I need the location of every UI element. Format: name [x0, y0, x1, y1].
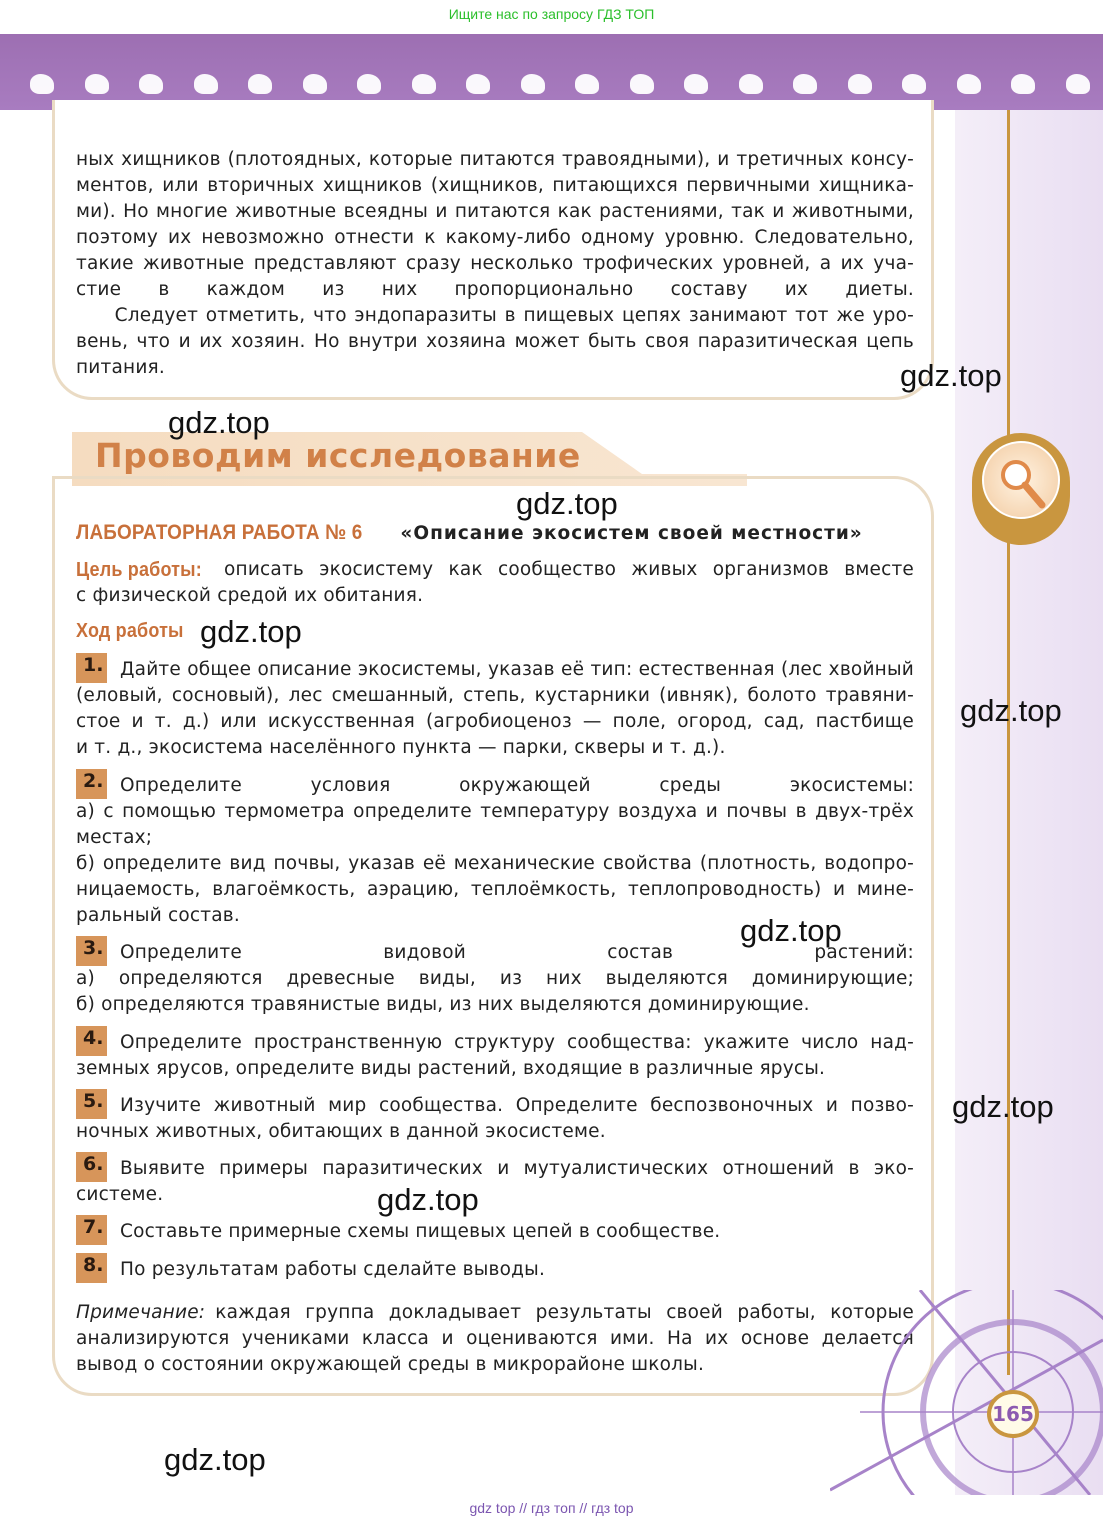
watermark: gdz.top	[740, 913, 842, 948]
text-line: б) определите вид почвы, указав её механические свойства (плотность, водопро-	[76, 853, 914, 874]
step-item	[76, 1219, 914, 1245]
watermark: gdz.top	[377, 1182, 479, 1217]
lab-title: «Описание экосистем своей местности»	[400, 523, 863, 544]
search-banner[interactable]: Ищите нас по запросу ГДЗ ТОП	[448, 6, 655, 22]
text-line: Выявите примеры паразитических и мутуалистических отношений в эко-	[120, 1158, 914, 1179]
text-line: анализируются учениками класса и оцениваются ими. На их основе делается	[76, 1328, 914, 1349]
text-line: с физической средой их обитания.	[76, 585, 424, 606]
step-item	[76, 1257, 914, 1283]
animal-silhouette-icon	[575, 74, 599, 94]
step-number-badge: 4.	[76, 1026, 107, 1056]
watermark: gdz.top	[164, 1442, 266, 1477]
margin-strip	[955, 110, 1103, 1495]
intro-text	[76, 147, 914, 381]
steps-label: Ход работы	[76, 620, 184, 642]
watermark: gdz.top	[516, 486, 618, 521]
margin-line	[1007, 110, 1010, 1375]
animal-silhouette-icon	[412, 74, 436, 94]
animal-silhouette-icon	[739, 74, 763, 94]
text-line: стие в каждом из них пропорционально составу их диеты.	[76, 279, 914, 300]
footer-links[interactable]: gdz top // гдз топ // гдз top	[469, 1500, 634, 1516]
text-line: земных ярусов, определите виды растений, входящие в различные ярусы.	[76, 1058, 826, 1079]
step-number-badge: 8.	[76, 1253, 107, 1283]
animal-silhouette-icon	[194, 74, 218, 94]
compass-decoration	[830, 1290, 1103, 1495]
text-line: и т. д., экосистема населённого пункта — парки, скверы и т. д.).	[76, 737, 726, 758]
step-number-badge: 7.	[76, 1215, 107, 1245]
text-line: (еловый, сосновый), лес смешанный, степь, кустарники (ивняк), болото травяни-	[76, 685, 914, 706]
text-line: Определите условия окружающей среды экосистемы:	[120, 775, 914, 796]
step-number-badge: 3.	[76, 936, 107, 966]
text-line: такие животные представляют сразу несколько трофических уровней, а их уча-	[76, 253, 914, 274]
step-number-badge: 1.	[76, 653, 107, 683]
step-item	[76, 1093, 914, 1145]
animal-silhouette-icon	[30, 74, 54, 94]
animal-silhouette-icon	[1011, 74, 1035, 94]
step-item	[76, 657, 914, 761]
animal-silhouette-icon	[357, 74, 381, 94]
text-line: Дайте общее описание экосистемы, указав её тип: естественная (лес хвойный	[120, 659, 914, 680]
watermark: gdz.top	[200, 614, 302, 649]
header-animal-band	[0, 34, 1103, 110]
watermark: gdz.top	[960, 693, 1062, 728]
text-line: Следует отметить, что эндопаразиты в пищевых цепях занимают тот же уро-	[76, 305, 914, 326]
text-line: питания.	[76, 357, 165, 378]
step-number-badge: 6.	[76, 1152, 107, 1182]
step-item	[76, 773, 914, 929]
text-line: ных хищников (плотоядных, которые питаются травоядными), и третичных консу-	[76, 149, 914, 170]
magnifier-icon	[982, 441, 1060, 519]
text-line: Изучите животный мир сообщества. Определите беспозвоночных и позво-	[120, 1095, 914, 1116]
text-line: вень, что и их хозяин. Но внутри хозяина может быть своя паразитическая цепь	[76, 331, 914, 352]
animal-silhouette-icon	[848, 74, 872, 94]
animal-silhouette-icon	[684, 74, 708, 94]
lab-goal	[76, 557, 914, 609]
watermark: gdz.top	[900, 358, 1002, 393]
animal-silhouette-icon	[902, 74, 926, 94]
note-label: Примечание:	[76, 1302, 206, 1323]
text-line: ментов, или вторичных хищников (хищников, питающихся первичными хищника-	[76, 175, 914, 196]
text-line: Определите видовой состав растений:	[120, 942, 914, 963]
animal-silhouette-icon	[248, 74, 272, 94]
animal-silhouette-icon	[466, 74, 490, 94]
text-line: ми). Но многие животные всеядны и питаются как растениями, так и животными,	[76, 201, 914, 222]
step-item	[76, 1156, 914, 1208]
animal-silhouette-icon	[957, 74, 981, 94]
text-line: Составьте примерные схемы пищевых цепей в сообществе.	[120, 1221, 721, 1242]
text-line: а) с помощью термометра определите температуру воздуха и почвы в двух-трёх	[76, 801, 914, 822]
section-title: Проводим исследование	[95, 436, 581, 475]
step-number-badge: 5.	[76, 1089, 107, 1119]
animal-silhouette-icon	[630, 74, 654, 94]
watermark: gdz.top	[952, 1089, 1054, 1124]
text-line: местах;	[76, 827, 153, 848]
text-line: описать экосистему как сообщество живых организмов вместе	[224, 559, 914, 580]
step-item	[76, 1030, 914, 1082]
text-line: Определите пространственную структуру сообщества: укажите число над-	[120, 1032, 914, 1053]
text-line: системе.	[76, 1184, 164, 1205]
animal-silhouette-icon	[85, 74, 109, 94]
animal-silhouette-icon	[1066, 74, 1090, 94]
goal-label: Цель работы:	[76, 559, 202, 581]
text-line: б) определяются травянистые виды, из них выделяются доминирующие.	[76, 994, 810, 1015]
page-number: 165	[987, 1390, 1039, 1438]
step-number-badge: 2.	[76, 769, 107, 799]
step-item	[76, 940, 914, 1018]
text-line: ницаемость, влагоёмкость, аэрацию, теплоёмкость, теплопроводность) и мине-	[76, 879, 914, 900]
animal-silhouette-icon	[793, 74, 817, 94]
text-line: каждая группа докладывает результаты своей работы, которые	[215, 1302, 914, 1323]
text-line: стое и т. д.) или искусственная (агробиоценоз — поле, огород, сад, пастбище	[76, 711, 914, 732]
text-line: ральный состав.	[76, 905, 240, 926]
animal-silhouette-icon	[521, 74, 545, 94]
animal-silhouette-icon	[139, 74, 163, 94]
lab-note	[76, 1300, 914, 1378]
text-line: вывод о состоянии окружающей среды в микрорайоне школы.	[76, 1354, 705, 1375]
lab-label: ЛАБОРАТОРНАЯ РАБОТА № 6	[76, 521, 363, 544]
text-line: а) определяются древесные виды, из них выделяются доминирующие;	[76, 968, 914, 989]
animal-silhouette-icon	[303, 74, 327, 94]
watermark: gdz.top	[168, 405, 270, 440]
text-line: По результатам работы сделайте выводы.	[120, 1259, 546, 1280]
lab-heading	[76, 520, 914, 546]
text-line: поэтому их невозможно отнести к какому-либо одному уровню. Следовательно,	[76, 227, 914, 248]
text-line: ночных животных, обитающих в данной экосистеме.	[76, 1121, 606, 1142]
